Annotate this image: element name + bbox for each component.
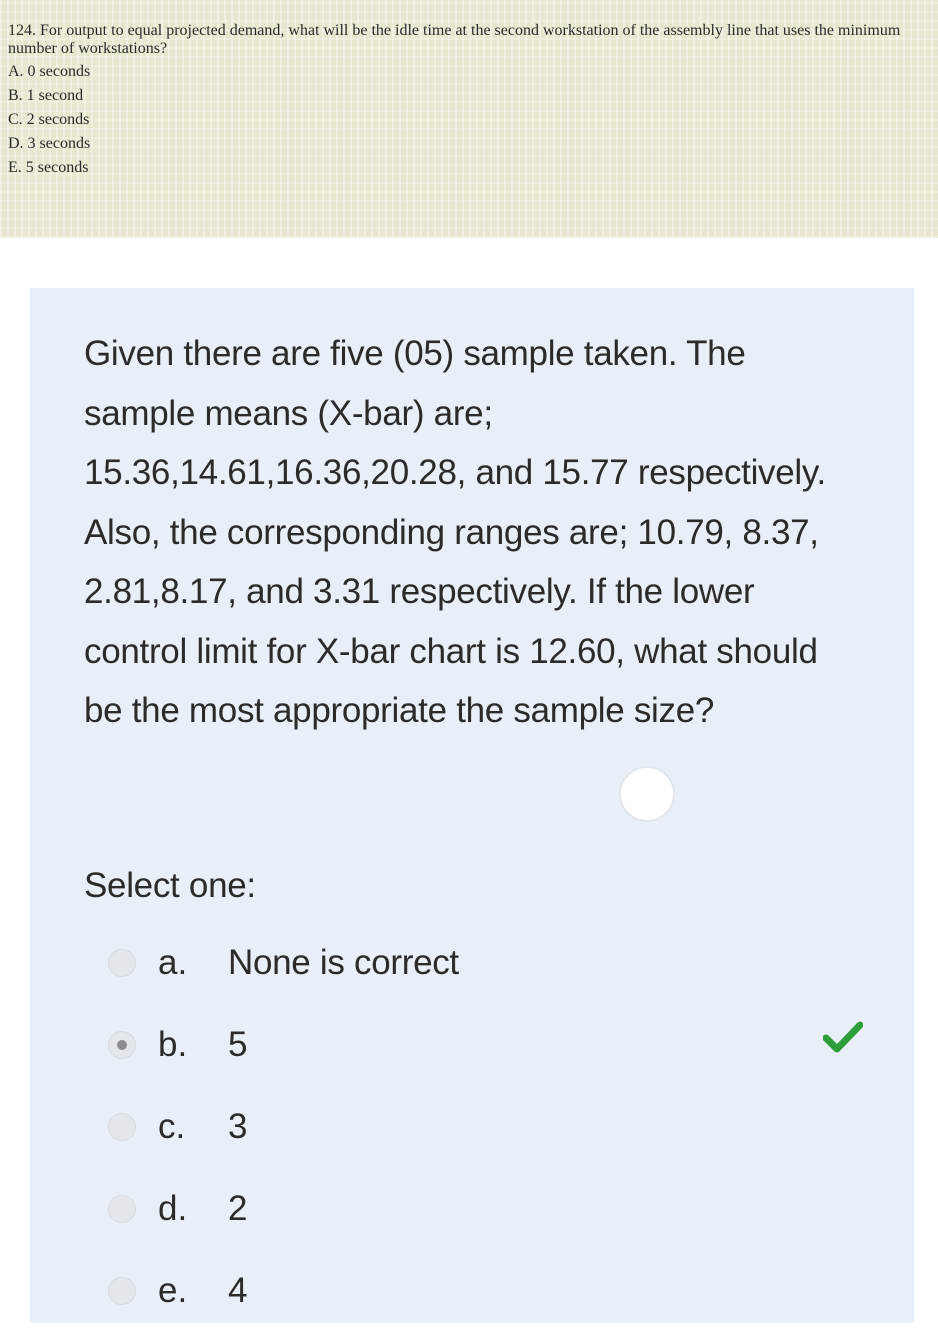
radio-button[interactable]: [108, 949, 136, 977]
circle-icon: [619, 766, 675, 822]
answer-text: None is correct: [228, 943, 459, 982]
radio-button[interactable]: [108, 1195, 136, 1223]
select-one-label: Select one:: [84, 866, 256, 905]
scanned-option-d: D. 3 seconds: [8, 135, 91, 152]
radio-button[interactable]: [108, 1277, 136, 1305]
answer-text: 5: [228, 1025, 248, 1064]
scanned-question-strip: [0, 0, 938, 238]
answer-text: 4: [228, 1271, 248, 1310]
scanned-option-e: E. 5 seconds: [8, 159, 89, 176]
quiz-question-card: [30, 288, 914, 1323]
question-text: Given there are five (05) sample taken. The sample means (X-bar) are; 15.36,14.61,16.36,20.28, and 15.77 respectively. Also, the corresponding ranges are; 10.79, 8.37, 2.81,8.17, and 3.31 respectively. If the lower control limit for X-bar chart is 12.60, what should be the most appropriate the sample size?: [84, 334, 826, 730]
answer-text: 3: [228, 1107, 248, 1146]
answer-letter: b.: [158, 1025, 188, 1064]
scanned-option-c: C. 2 seconds: [8, 111, 90, 128]
answer-letter: e.: [158, 1271, 188, 1310]
answer-option-d[interactable]: [108, 1168, 459, 1250]
answer-option-c[interactable]: [108, 1086, 459, 1168]
answer-letter: a.: [158, 943, 188, 982]
answer-letter: d.: [158, 1189, 188, 1228]
answer-letter: c.: [158, 1107, 186, 1146]
answer-option-e[interactable]: [108, 1250, 459, 1332]
check-icon: [823, 1020, 863, 1054]
answer-option-a[interactable]: [108, 922, 459, 1004]
radio-button-selected[interactable]: [108, 1031, 136, 1059]
scanned-options-list: [8, 60, 930, 180]
radio-button[interactable]: [108, 1113, 136, 1141]
scanned-option-b: B. 1 second: [8, 87, 84, 104]
answer-list: [108, 922, 459, 1332]
answer-option-b[interactable]: [108, 1004, 459, 1086]
scanned-question-text: 124. For output to equal projected demand, what will be the idle time at the second workstation of the assembly line that uses the minimum number of workstations?: [8, 22, 901, 57]
answer-text: 2: [228, 1189, 248, 1228]
scanned-option-a: A. 0 seconds: [8, 63, 91, 80]
